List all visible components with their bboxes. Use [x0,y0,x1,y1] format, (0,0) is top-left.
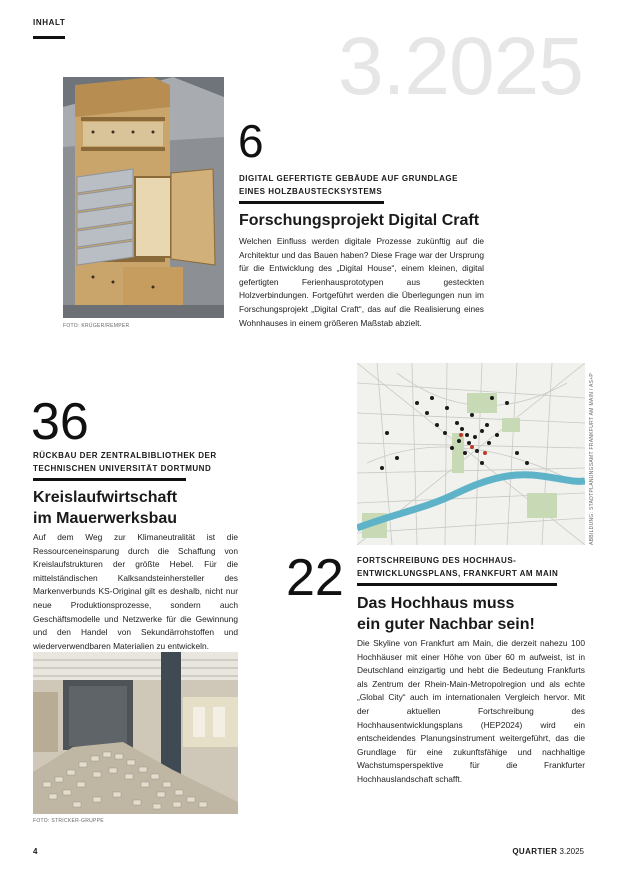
article-36-kicker-line1: RÜCKBAU DER ZENTRALBIBLIOTHEK DER [33,451,217,460]
article-36-body: Auf dem Weg zur Klimaneutralität ist die Ressourceneinsparung durch die Schaffung von Kreislaufstrukturen der größte Hebel. Für die mittelständischen Kalksandsteinhersteller des Markenverbunds KS-Original gilt es deshalb, nicht nur neue Produktionsprozesse, sondern auch Geschäftsmodelle und Netzwerke für die Gewinnung und den Handel von Sekundärrohstoffen und wiederverwendbaren Materialien zu entwickeln. [33,532,238,651]
section-label: INHALT [33,18,66,27]
issue-number-watermark: 3.2025 [338,21,583,112]
article-6-kicker-line2: EINES HOLZBAUSTECKSYSTEMS [239,187,383,196]
article-36-photo [33,652,238,814]
article-36-title-line2: im Mauerwerksbau [33,510,178,527]
article-22-title [357,593,587,635]
article-22-title-line1: Das Hochhaus muss [357,595,515,612]
footer-issue: 3.2025 [559,847,584,856]
article-22-title-line2: ein guter Nachbar sein! [357,616,535,633]
article-22-kicker-line2: ENTWICKLUNGSPLANS, FRANKFURT AM MAIN [357,569,559,578]
footer-page-number: 4 [33,847,38,856]
article-36-kicker-rule [33,478,186,481]
demolition-rubble-image [33,652,238,814]
wooden-prototype-image [63,77,224,318]
frankfurt-map-image [357,363,585,545]
article-6-photo [63,77,224,318]
article-36-title [33,487,263,529]
article-22-kicker-line1: FORTSCHREIBUNG DES HOCHHAUS- [357,556,517,565]
article-6-page-number: 6 [238,115,264,167]
article-6-body: Welchen Einfluss werden digitale Prozesse zukünftig auf die Architektur und das Bauen haben? Diese Frage war der Ursprung für die Entwicklung des „Digital House“, einem kleinen, digital gefertigten Ferienhausprototypen aus gesteckten Holzverbindungen. Fortgeführt werden die Überlegungen nun im Forschungsprojekt „Digital Craft“, das auf die Realisierung eines Wohnhauses in einem größeren Maßstab abzielt. [239,236,484,328]
article-6-kicker-rule [239,201,384,204]
article-36-page-number: 36 [31,393,89,451]
article-36-kicker [33,449,263,475]
footer-magazine-name: QUARTIER [512,847,558,856]
article-22-body: Die Skyline von Frankfurt am Main, die derzeit nahezu 100 Hochhäuser mit einer Höhe von über 60 m aufweist, ist in Deutschland einzigartig und hebt die Bedeutung Frankfurts als Zentrum der Rhein-Main-Metropolregion und als echte „Global City“ auch im internationalen Vergleich hervor. Mit der aktuellen Fortschreibung des Hochhausentwicklungsplans (HEP2024) wird ein entscheidendes Planungsinstrument weitergeführt, das die Grundlage für eine zukunftsfähige und nachhaltige Wachstumsperspektive für die Frankfurter Hochhauslandschaft schafft. [357,638,585,784]
article-22-map [357,363,585,545]
article-36-title-line1: Kreislaufwirtschaft [33,489,178,506]
article-6-kicker [239,172,479,198]
article-6-title: Forschungsprojekt Digital Craft [239,212,480,229]
article-22-kicker-rule [357,583,557,586]
section-rule [33,36,65,39]
article-36-photo-credit: FOTO: STRICKER-GRUPPE [33,818,104,824]
article-22-page-number: 22 [286,549,344,607]
article-22-kicker [357,554,587,580]
article-36-kicker-line2: TECHNISCHEN UNIVERSITÄT DORTMUND [33,464,212,473]
article-22-map-credit: ABBILDUNG: STADTPLANUNGSAMT FRANKFURT AM MAIN / AS+P [589,372,595,545]
article-6-photo-credit: FOTO: KRÜGER/REMPER [63,323,130,329]
footer-magazine [512,847,584,856]
article-6-kicker-line1: DIGITAL GEFERTIGTE GEBÄUDE AUF GRUNDLAGE [239,174,458,183]
